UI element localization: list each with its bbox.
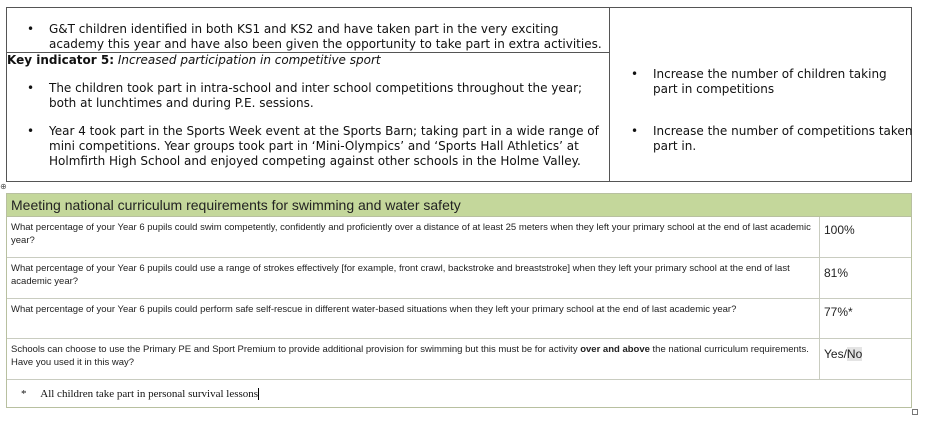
question-cell: What percentage of your Year 6 pupils could swim competently, confidently and proficiently over a distance of at least 25 meters when they left your primary school at the end of last academic year?: [11, 222, 811, 246]
list-item: [27, 124, 604, 169]
question-text: Schools can choose to use the Primary PE and Sport Premium to provide additional provision for swimming but this must be for activity: [11, 344, 581, 355]
answer-cell: [819, 339, 911, 379]
column-divider: [609, 8, 610, 181]
question-text: the national curriculum requirements. Have you used it in this way?: [11, 344, 809, 368]
table-resize-handle[interactable]: [912, 409, 918, 415]
list-item: [27, 81, 609, 111]
key-indicator-heading: [7, 53, 381, 67]
footnote-marker: *: [21, 388, 27, 400]
table-header: Meeting national curriculum requirements for swimming and water safety: [7, 194, 911, 217]
bullet-icon: •: [631, 67, 639, 81]
list-item: [27, 22, 604, 52]
key-indicator-text: Increased participation in competitive sport: [117, 53, 381, 67]
footnote[interactable]: [7, 380, 911, 408]
answer-cell: 100%: [819, 217, 911, 257]
swimming-table: [6, 193, 912, 408]
table-row: [7, 258, 911, 299]
bullet-icon: •: [27, 124, 35, 138]
question-cell: What percentage of your Year 6 pupils could perform safe self-rescue in different water-based situations when they left your primary school at the end of last academic year?: [11, 304, 737, 315]
list-item: [631, 124, 915, 154]
question-cell: What percentage of your Year 6 pupils could use a range of strokes effectively [for example, front crawl, backstroke and breaststroke] when they left your primary school at the end of last academic year?: [11, 263, 790, 287]
bullet-text: Increase the number of children taking part in competitions: [653, 67, 887, 96]
list-item: [631, 67, 908, 97]
answer-cell: 81%: [819, 258, 911, 298]
bullet-text: G&T children identified in both KS1 and KS2 and have taken part in the very exciting academy this year and have also been given the opportunity to take part in extra activities.: [49, 22, 602, 51]
bullet-text: The children took part in intra-school and inter school competitions throughout the year; both at lunchtimes and during P.E. sessions.: [49, 81, 583, 110]
key-indicator-label: Key indicator 5:: [7, 53, 115, 67]
answer-yes: Yes/: [824, 347, 847, 361]
table-row: [7, 339, 911, 380]
question-cell: [11, 343, 811, 369]
bullet-text: Year 4 took part in the Sports Week event at the Sports Barn; taking part in a wide range of mini competitions. Year groups took part in ‘Mini-Olympics’ and ‘Sports Hall Athletics’ at Holmfirth High School and enjoyed competing against other schools in the Holme Valley.: [49, 124, 599, 168]
bullet-icon: •: [27, 22, 35, 36]
footnote-text: All children take part in personal survival lessons: [40, 388, 259, 400]
question-emphasis: over and above: [580, 344, 650, 355]
bullet-text: Increase the number of competitions taken part in.: [653, 124, 913, 153]
bullet-icon: •: [27, 81, 35, 95]
bullet-icon: •: [631, 124, 639, 138]
text-cursor: [258, 388, 259, 400]
table-row: [7, 299, 911, 339]
table-row: [7, 217, 911, 258]
table-move-handle-icon[interactable]: ⊕: [0, 182, 7, 191]
upper-table: [6, 7, 912, 182]
answer-no-selected[interactable]: No: [846, 347, 863, 361]
answer-cell: 77%*: [819, 299, 911, 338]
